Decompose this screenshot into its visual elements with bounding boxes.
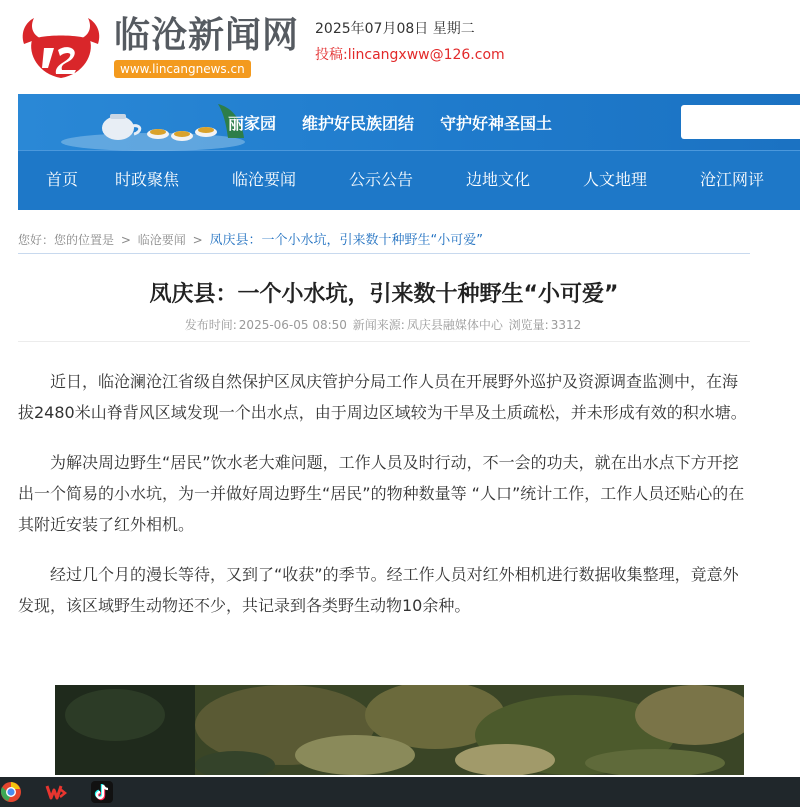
meta-time-label: 发布时间: bbox=[184, 318, 237, 332]
main-nav bbox=[18, 151, 800, 210]
breadcrumb-current[interactable]: 凤庆县：一个小水坑，引来数十种野生“小可爱” bbox=[209, 233, 483, 248]
site-logo[interactable] bbox=[18, 10, 300, 84]
nav-item-home[interactable]: 首页 bbox=[46, 170, 79, 189]
nav-item-geography[interactable]: 人文地理 bbox=[583, 170, 648, 189]
contribute-email[interactable]: 投稿:lincangxww@126.com bbox=[315, 47, 505, 63]
forest-floor-image bbox=[55, 685, 744, 775]
nav-item-announcements[interactable]: 公示公告 bbox=[349, 170, 414, 189]
breadcrumb-separator: > bbox=[192, 233, 203, 247]
tea-set-illustration-icon bbox=[58, 94, 248, 151]
search-input[interactable] bbox=[681, 105, 800, 139]
breadcrumb-separator: > bbox=[120, 233, 131, 247]
article-paragraph: 近日，临沧澜沧江省级自然保护区凤庆管护分局工作人员在开展野外巡护及资源调查监测中，在海拔2480米山脊背风区域发现一个出水点，由于周边区域较为干旱及土质疏松，并未形成有效的积水塘。 bbox=[18, 372, 747, 422]
slogan-2: 维护好民族团结 bbox=[302, 114, 415, 133]
slogan-1: 丽家园 bbox=[228, 114, 277, 133]
slogan-3: 守护好神圣国土 bbox=[440, 114, 553, 133]
nav-item-border-culture[interactable]: 边地文化 bbox=[466, 170, 531, 189]
current-date: 2025年07月08日 星期二 bbox=[315, 21, 475, 37]
slogan-list bbox=[228, 94, 578, 151]
article-meta bbox=[18, 317, 750, 333]
meta-views-label: 浏览量: bbox=[508, 318, 549, 332]
tiktok-icon[interactable] bbox=[91, 781, 113, 803]
chrome-icon[interactable] bbox=[0, 781, 22, 803]
article-paragraph: 经过几个月的漫长等待，又到了“收获”的季节。经工作人员对红外相机进行数据收集整理，竟意外发现，该区域野生动物还不少，共记录到各类野生动物10余种。 bbox=[18, 565, 739, 615]
meta-source-label: 新闻来源: bbox=[352, 318, 405, 332]
site-header bbox=[0, 0, 800, 94]
article-source: 凤庆县融媒体中心 bbox=[406, 318, 503, 332]
site-url-badge: www.lincangnews.cn bbox=[114, 60, 251, 78]
breadcrumb-prefix: 您好：您的位置是 bbox=[18, 233, 115, 247]
nav-item-politics[interactable]: 时政聚焦 bbox=[115, 170, 180, 189]
site-title: 临沧新闻网 bbox=[114, 15, 300, 56]
wps-icon[interactable] bbox=[45, 781, 67, 803]
view-count: 3312 bbox=[550, 318, 582, 332]
article-photo bbox=[55, 685, 744, 775]
nav-banner bbox=[18, 94, 800, 210]
os-taskbar bbox=[0, 777, 800, 807]
header-info bbox=[315, 18, 505, 66]
article-body bbox=[18, 366, 750, 640]
slogan-bar bbox=[18, 94, 800, 151]
breadcrumb bbox=[18, 230, 750, 254]
article-title: 凤庆县：一个小水坑，引来数十种野生“小可爱” bbox=[149, 282, 619, 307]
divider bbox=[18, 341, 750, 342]
article-paragraph: 为解决周边野生“居民”饮水老大难问题，工作人员及时行动，不一会的功夫，就在出水点下方开挖出一个简易的小水坑，为一并做好周边野生“居民”的物种数量等 “人口”统计工作，工作人员还贴心的在其附近安装了红外相机。 bbox=[18, 453, 745, 534]
breadcrumb-section-link[interactable]: 临沧要闻 bbox=[137, 233, 186, 247]
nav-item-commentary[interactable]: 沧江网评 bbox=[700, 170, 765, 189]
nav-item-lincang-news[interactable]: 临沧要闻 bbox=[232, 170, 297, 189]
publish-time: 2025-06-05 08:50 bbox=[238, 318, 347, 332]
bull-head-logo-icon bbox=[18, 14, 104, 82]
